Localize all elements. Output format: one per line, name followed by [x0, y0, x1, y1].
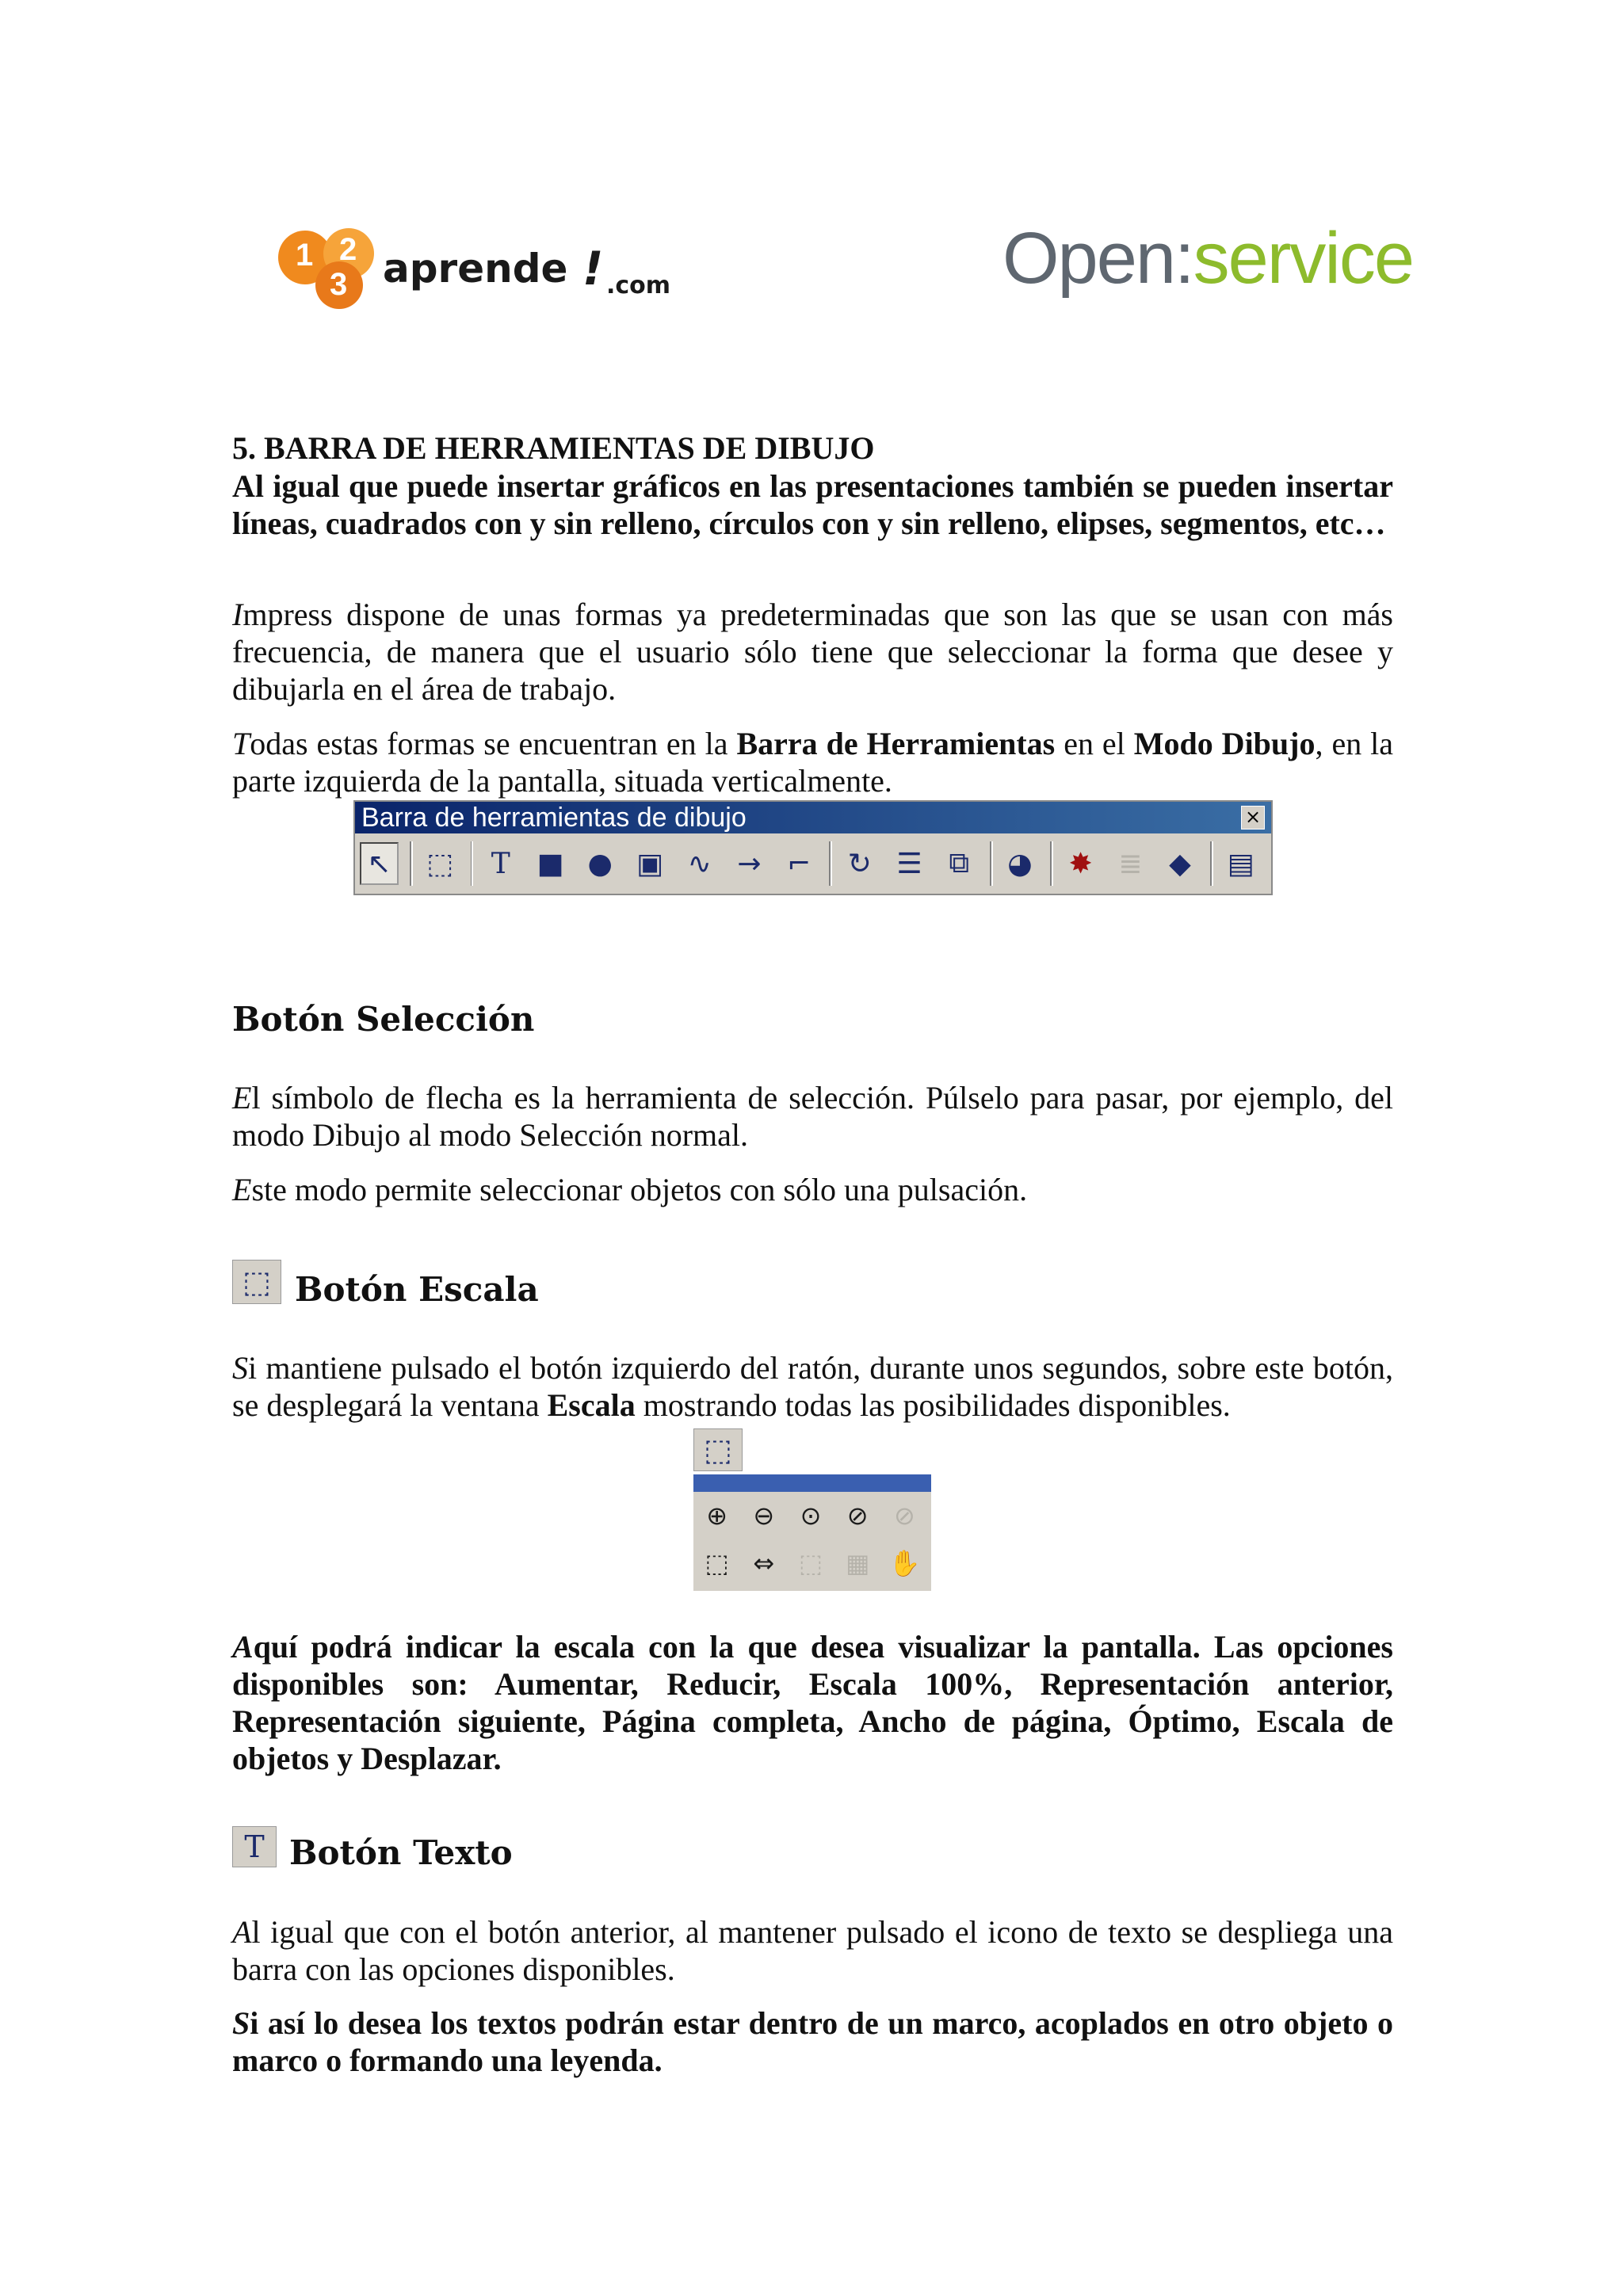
3d-object-icon[interactable]: ▣: [636, 847, 663, 880]
term-escala: Escala: [547, 1387, 636, 1423]
heading-escala: Botón Escala: [295, 1270, 539, 1309]
rotate-icon[interactable]: ↻: [847, 847, 872, 880]
ellipse-icon[interactable]: ●: [587, 847, 613, 880]
paragraph-text: ste modo permite seleccionar objetos con sólo una pulsación.: [251, 1172, 1028, 1207]
zoom-scale-icon[interactable]: ⬚: [426, 847, 454, 880]
logo-service-word: service: [1193, 218, 1414, 299]
toolbar-buttons: [355, 833, 1271, 894]
curve-icon[interactable]: ∿: [687, 847, 712, 880]
zoom-out-icon[interactable]: ⊖: [753, 1501, 775, 1531]
text-icon[interactable]: T: [491, 847, 510, 880]
optimal-icon[interactable]: ⬚: [798, 1548, 823, 1578]
dropcap: A: [232, 1914, 252, 1950]
dropcap: T: [232, 726, 250, 761]
logo-open-word: Open:: [1002, 218, 1193, 299]
slideshow-icon[interactable]: ▤: [1227, 847, 1254, 880]
separator: [471, 841, 474, 886]
zoom-scale-icon: ⬚: [232, 1260, 281, 1304]
zoom-100-icon[interactable]: ⊙: [800, 1501, 822, 1531]
paragraph-text: odas estas formas se encuentran en la: [250, 726, 737, 761]
interaction-icon[interactable]: ✸: [1068, 847, 1093, 880]
paragraph-text: mostrando todas las posibilidades disponibles.: [635, 1387, 1231, 1423]
heading-seleccion: Botón Selección: [232, 1000, 535, 1039]
separator: [1050, 841, 1053, 886]
paragraph-todas: [232, 725, 1393, 799]
paragraph-text: i mantiene pulsado el botón izquierdo del ratón, durante unos segundos, sobre este botón, se desplegará la ventana: [232, 1350, 1393, 1423]
paragraph-text: i así lo desea los textos podrán estar dentro de un marco, acoplados en otro objeto o marco o formando una leyenda.: [232, 2005, 1393, 2078]
logo-openservice: [1002, 218, 1414, 309]
text-icon: T: [232, 1826, 277, 1867]
logo-number-3: 3: [330, 267, 348, 302]
connector-icon[interactable]: ⌐: [787, 847, 812, 880]
select-arrow-icon[interactable]: ↖: [360, 842, 399, 885]
intro-paragraph: [232, 467, 1393, 542]
toolbar-title: Barra de herramientas de dibujo: [361, 803, 747, 833]
arrange-icon[interactable]: ⧉: [949, 847, 970, 879]
toolbar-titlebar: [355, 802, 1271, 833]
page-full-icon[interactable]: ⬚: [705, 1548, 729, 1578]
heading-texto: Botón Texto: [289, 1833, 513, 1872]
paragraph-text: mpress dispone de unas formas ya predeterminadas que son las que se usan con más frecuencia, de manera que el usuario sólo tiene que seleccionar la forma que desee y dibujarla en el área de trabajo.: [232, 597, 1393, 707]
zoom-popup: [693, 1428, 931, 1591]
separator: [829, 841, 832, 886]
rectangle-icon[interactable]: ■: [537, 847, 564, 880]
paragraph-impress: [232, 596, 1393, 707]
escala-paragraph-1: [232, 1349, 1393, 1424]
logo-word: aprende: [383, 246, 568, 292]
cube-icon[interactable]: ◆: [1169, 847, 1191, 880]
object-zoom-icon[interactable]: ▦: [846, 1548, 870, 1578]
paragraph-text: quí podrá indicar la escala con la que desea visualizar la pantalla. Las opciones disponibles son: Aumentar, Reducir, Escala 100%, Representación anterior, Representación siguiente, Página completa, Ancho de página, Óptimo, Escala de objetos y Desplazar.: [232, 1629, 1393, 1776]
popup-row-1: [693, 1492, 931, 1539]
pie-icon[interactable]: ◕: [1007, 847, 1033, 880]
texto-paragraph-1: [232, 1913, 1393, 1988]
paragraph-text: , en la parte izquierda de la pantalla, situada verticalmente.: [232, 726, 1394, 799]
term-barra: Barra de Herramientas: [736, 726, 1056, 761]
3d-effects-icon[interactable]: ≣: [1118, 847, 1143, 880]
zoom-next-icon[interactable]: ⊘: [894, 1501, 915, 1531]
logo-number-1: 1: [296, 238, 314, 273]
texto-paragraph-2: [232, 2004, 1393, 2079]
paragraph-text: l símbolo de flecha es la herramienta de selección. Púlselo para pasar, por ejemplo, del modo Dibujo al modo Selección normal.: [232, 1080, 1393, 1153]
escala-paragraph-2: [232, 1628, 1393, 1777]
dropcap: E: [232, 1172, 252, 1207]
paragraph-text: l igual que con el botón anterior, al mantener pulsado el icono de texto se despliega una barra con las opciones disponibles.: [232, 1914, 1393, 1987]
separator: [990, 841, 993, 886]
page-width-icon[interactable]: ⇔: [753, 1548, 775, 1578]
popup-body: [693, 1492, 931, 1591]
dropcap: S: [232, 2005, 250, 2041]
drawing-toolbar: [353, 800, 1273, 895]
term-modo-dibujo: Modo Dibujo: [1133, 726, 1316, 761]
popup-row-2: [693, 1539, 931, 1587]
seleccion-paragraph-1: [232, 1079, 1393, 1154]
dropcap: I: [232, 597, 243, 632]
logo-number-2: 2: [339, 232, 357, 267]
dropcap: S: [232, 1350, 248, 1386]
separator: [1210, 841, 1213, 886]
seleccion-paragraph-2: [232, 1171, 1393, 1208]
zoom-scale-icon[interactable]: ⬚: [693, 1428, 743, 1471]
zoom-in-icon[interactable]: ⊕: [706, 1501, 727, 1531]
intro-text: Al igual que puede insertar gráficos en las presentaciones también se pueden insertar líneas, cuadrados con y sin relleno, círculos con y sin relleno, elipses, segmentos, etc…: [232, 468, 1393, 541]
dropcap: A: [232, 1629, 254, 1665]
logo-123aprende: [269, 226, 682, 313]
paragraph-text: en el: [1055, 726, 1134, 761]
dropcap: E: [232, 1080, 252, 1116]
pan-hand-icon[interactable]: ✋: [888, 1548, 921, 1578]
separator: [410, 841, 413, 886]
zoom-previous-icon[interactable]: ⊘: [846, 1501, 869, 1531]
close-icon[interactable]: ×: [1241, 806, 1265, 830]
align-icon[interactable]: ☰: [896, 847, 922, 880]
logo-exclamation: !: [582, 242, 604, 296]
logo-suffix: .com: [606, 272, 671, 299]
popup-titlebar: [693, 1474, 931, 1492]
section-title: 5. BARRA DE HERRAMIENTAS DE DIBUJO: [232, 430, 875, 466]
line-arrow-icon[interactable]: →: [737, 847, 762, 880]
